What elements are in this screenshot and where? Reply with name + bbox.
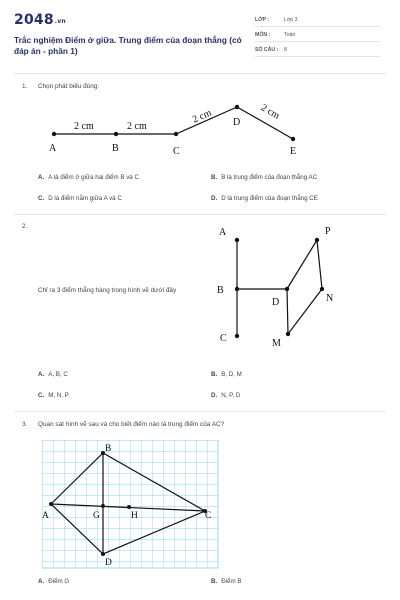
label-a: A — [42, 511, 49, 521]
label-d: D — [233, 117, 241, 128]
meta-count-label: SỐ CÂU : — [255, 47, 279, 53]
point-a — [235, 238, 239, 242]
q1-option-d[interactable]: D. D là trung điểm của đoạn thẳng CE — [211, 195, 318, 202]
question-divider — [14, 411, 386, 412]
header-divider — [14, 73, 386, 74]
logo-suffix: .vn — [54, 18, 66, 25]
question-3-figure — [42, 440, 222, 572]
q1-option-c[interactable]: C. D là điểm nằm giữa A và C — [38, 195, 122, 202]
segment-label-bc: 2 cm — [127, 121, 147, 132]
meta-divider — [255, 26, 380, 27]
meta-divider — [255, 56, 380, 57]
label-b: B — [217, 285, 224, 296]
logo-text: 2048 — [14, 12, 54, 28]
question-1-figure — [40, 98, 320, 160]
site-logo[interactable] — [14, 12, 66, 28]
point-p — [315, 238, 319, 242]
meta-count-value: 8 — [284, 47, 287, 53]
segment-label-de: 2 cm — [258, 102, 282, 122]
label-d: D — [105, 558, 112, 568]
q1-option-b[interactable]: B. B là trung điểm của đoạn thẳng AC — [211, 174, 318, 181]
point-b — [114, 132, 118, 136]
point-m — [286, 332, 290, 336]
label-p: P — [325, 226, 331, 237]
meta-class-value: Lớp 3 — [284, 17, 298, 23]
point-b — [235, 287, 239, 291]
point-c — [235, 334, 239, 338]
label-d: D — [272, 297, 280, 308]
label-g: G — [93, 511, 100, 521]
question-1-text: Chọn phát biểu đúng: — [38, 83, 100, 90]
question-3-text: Quan sát hình vẽ sau và cho biết điểm nào là trung điểm của AC? — [38, 421, 225, 428]
point-n — [320, 287, 324, 291]
question-3-number: 3. — [22, 421, 28, 428]
segment-label-ab: 2 cm — [74, 121, 94, 132]
point-g — [101, 504, 105, 508]
point-c — [174, 132, 178, 136]
meta-divider — [255, 41, 380, 42]
label-b: B — [112, 143, 119, 154]
label-c: C — [220, 333, 227, 344]
question-2-number: 2. — [22, 223, 28, 230]
q1-option-a[interactable]: A. A là điểm ở giữa hai điểm B và C — [38, 174, 139, 181]
q2-option-c[interactable]: C. M, N, P — [38, 392, 69, 399]
question-1-number: 1. — [22, 83, 28, 90]
point-e — [291, 137, 295, 141]
label-a: A — [219, 227, 227, 238]
point-a — [49, 502, 53, 506]
label-c: C — [173, 146, 180, 157]
meta-class-label: LỚP : — [255, 17, 270, 23]
point-d — [285, 287, 289, 291]
point-a — [52, 132, 56, 136]
label-e: E — [290, 146, 297, 157]
label-a: A — [49, 143, 57, 154]
point-h — [127, 505, 131, 509]
meta-subject-label: MÔN : — [255, 32, 271, 38]
point-d — [101, 552, 105, 556]
question-2-text: Chỉ ra 3 điểm thẳng hàng trong hình vẽ dưới đây — [38, 287, 177, 294]
q2-option-a[interactable]: A. A, B, C — [38, 371, 68, 378]
q2-option-d[interactable]: D. N, P, D — [211, 392, 241, 399]
page-title: Trắc nghiệm Điểm ở giữa. Trung điểm của đoạn thẳng (có đáp án - phần 1) — [14, 35, 242, 56]
point-d — [235, 105, 239, 109]
question-2-figure — [210, 220, 350, 352]
label-m: M — [272, 338, 281, 349]
q3-option-b[interactable]: B. Điểm B — [211, 578, 242, 585]
q2-option-b[interactable]: B. B, D, M — [211, 371, 242, 378]
label-n: N — [326, 293, 334, 304]
q3-option-a[interactable]: A. Điểm G — [38, 578, 70, 585]
question-divider — [14, 214, 386, 215]
label-c: C — [205, 511, 212, 521]
segment-label-cd: 2 cm — [190, 107, 214, 126]
label-h: H — [131, 511, 138, 521]
meta-subject-value: Toán — [284, 32, 296, 38]
label-b: B — [105, 444, 112, 454]
